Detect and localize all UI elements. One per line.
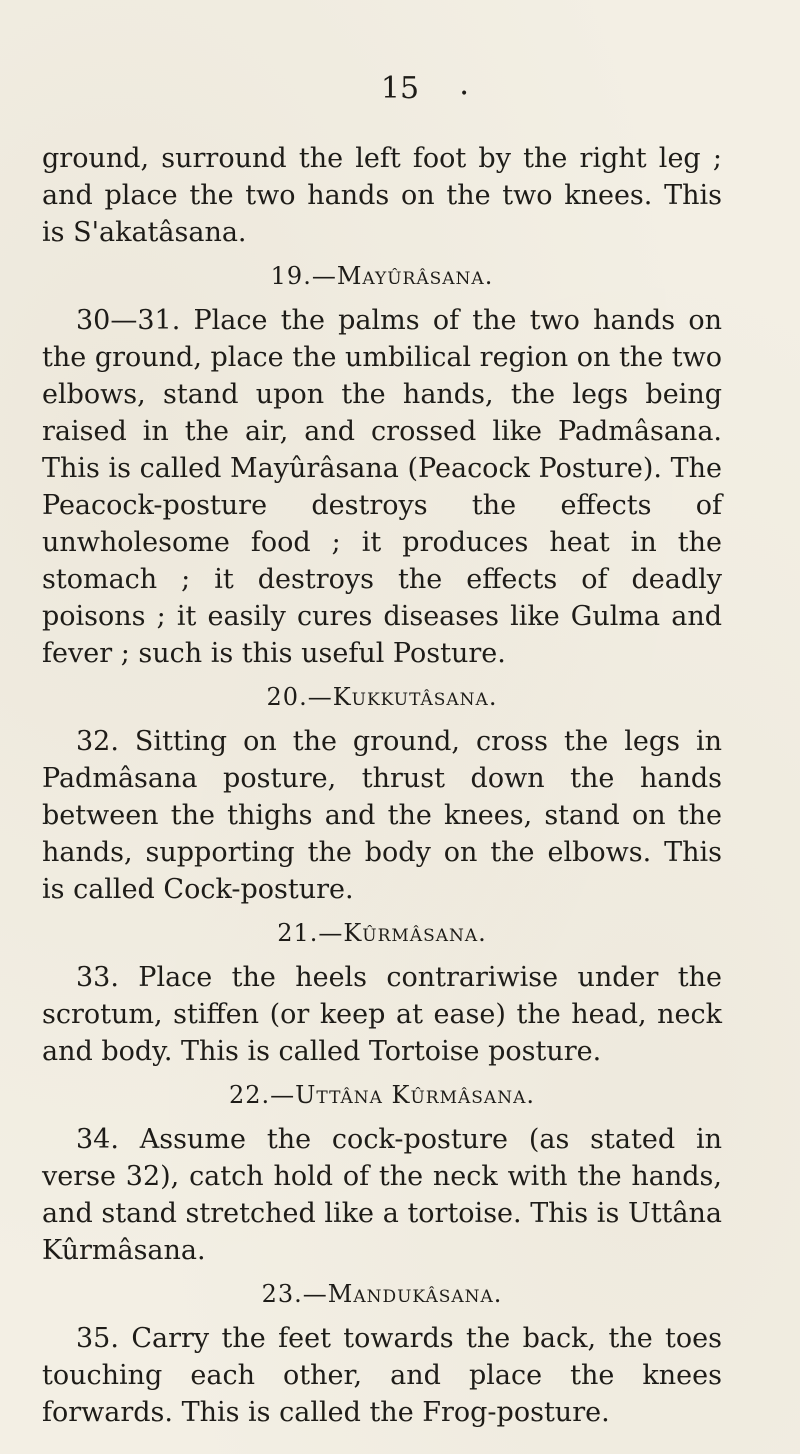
- page-content: [42, 140, 722, 1431]
- heading-kukkutasana: 20.—Kukkutâsana.: [266, 683, 498, 711]
- paragraph-mayurasana: 30—31. Place the palms of the two hands on the ground, place the umbilical region on the two elbows, stand upon the hands, the legs being raised in the air, and crossed like Padmâsana. This is called Mayûrâsana (Peacock Posture). The Peacock-posture destroys the effects of unwholesome food ; it produces heat in the stomach ; it destroys the effects of deadly poisons ; it easily cures diseases like Gulma and fever ; such is this useful Posture.: [42, 305, 722, 669]
- heading-mandukasana: 23.—Mandukâsana.: [261, 1280, 503, 1308]
- paragraph-sakatasana-end: ground, surround the left foot by the right leg ; and place the two hands on the two knees. This is S'akatâsana.: [42, 143, 722, 248]
- heading-uttana-kurmasana: 22.—Uttâna Kûrmâsana.: [229, 1081, 535, 1109]
- paragraph-kurmasana: 33. Place the heels contrariwise under the scrotum, stiffen (or keep at ease) the head, neck and body. This is called Tortoise posture.: [42, 962, 722, 1067]
- paragraph-uttana-kurmasana: 34. Assume the cock-posture (as stated in verse 32), catch hold of the neck with the hands, and stand stretched like a tortoise. This is Uttâna Kûrmâsana.: [42, 1124, 722, 1266]
- paragraph-mandukasana: 35. Carry the feet towards the back, the toes touching each other, and place the knees forwards. This is called the Frog-posture.: [42, 1323, 722, 1428]
- page-number: 15: [380, 71, 420, 106]
- heading-mayurasana: 19.—Mayûrâsana.: [270, 262, 494, 290]
- heading-kurmasana: 21.—Kûrmâsana.: [277, 919, 487, 947]
- printer-mark: •: [460, 86, 469, 102]
- paragraph-kukkutasana: 32. Sitting on the ground, cross the legs in Padmâsana posture, thrust down the hands between the thighs and the knees, stand on the hands, supporting the body on the elbows. This is called Cock-posture.: [42, 726, 722, 905]
